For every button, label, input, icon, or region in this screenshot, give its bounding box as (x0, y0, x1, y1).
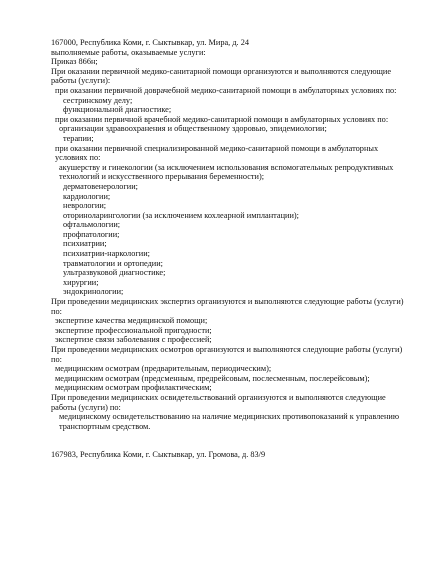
works-label: выполняемые работы, оказываемые услуги: (51, 47, 206, 57)
list-item: экспертизе связи заболевания с профессией; (55, 335, 212, 345)
list-item: функциональной диагностике; (63, 105, 172, 115)
list-item: офтальмологии; (63, 220, 121, 230)
list-item: дерматовенерологии; (63, 181, 138, 191)
list-item: кардиологии; (63, 191, 111, 201)
list-item: терапии; (63, 133, 94, 143)
address-line: 167000, Республика Коми, г. Сыктывкар, ул. Мира, д. 24 (51, 38, 249, 47)
certification-intro: При проведении медицинских освидетельствований организуются и выполняются следующие работы (услуги) по: (51, 392, 388, 412)
list-item: неврологии; (63, 201, 107, 211)
list-item: экспертизе качества медицинской помощи; (55, 316, 208, 326)
pre-doctor-intro: при оказании первичной доврачебной медико-санитарной помощи в амбулаторных условиях по: (55, 85, 397, 95)
list-item: экспертизе профессиональной пригодности; (55, 325, 212, 335)
list-item: организации здравоохранения и общественному здоровью, эпидемиологии; (59, 124, 327, 134)
list-item: психиатрии; (63, 239, 107, 249)
list-item: акушерству и гинекологии (за исключением использования вспомогательных репродуктивных технологий и искусственного прерывания беременности); (59, 162, 396, 182)
expertise-intro: При проведении медицинских экспертиз организуются и выполняются следующие работы (услуги) по: (51, 297, 406, 316)
list-item: травматологии и ортопедии; (63, 258, 163, 268)
list-item: профпатологии; (63, 229, 120, 239)
doctor-intro: при оказании первичной врачебной медико-санитарной помощи в амбулаторных условиях по: (55, 114, 389, 124)
list-item: медицинскому освидетельствованию на наличие медицинских противопоказаний к управлению транспортным средством. (59, 412, 402, 431)
order-line: Приказ 866н; (51, 57, 98, 67)
exams-intro: При проведении медицинских осмотров организуются и выполняются следующие работы (услуги) по: (51, 345, 405, 364)
list-item: медицинским осмотрам профилактическим; (55, 383, 212, 393)
list-item: эндокринологии; (63, 287, 124, 297)
list-item: ультразвуковой диагностике; (63, 268, 166, 278)
list-item: психиатрии-наркологии; (63, 249, 150, 259)
list-item: медицинским осмотрам (предсменным, предрейсовым, послесменным, послерейсовым); (55, 373, 370, 383)
pmsp-intro: При оказании первичной медико-санитарной помощи организуются и выполняются следующие работы (услуги): (51, 66, 394, 86)
address-line: 167983, Республика Коми, г. Сыктывкар, ул. Громова, д. 83/9 (51, 450, 266, 460)
spacer (51, 431, 410, 450)
list-item: медицинским осмотрам (предварительным, периодическим); (55, 364, 272, 374)
list-item: сестринскому делу; (63, 95, 133, 105)
list-item: оториноларингологии (за исключением кохлеарной имплантации); (63, 210, 299, 220)
list-item: хирургии; (63, 277, 99, 287)
specialized-intro: при оказании первичной специализированной медико-санитарной помощи в амбулаторных условиях по: (55, 143, 381, 163)
